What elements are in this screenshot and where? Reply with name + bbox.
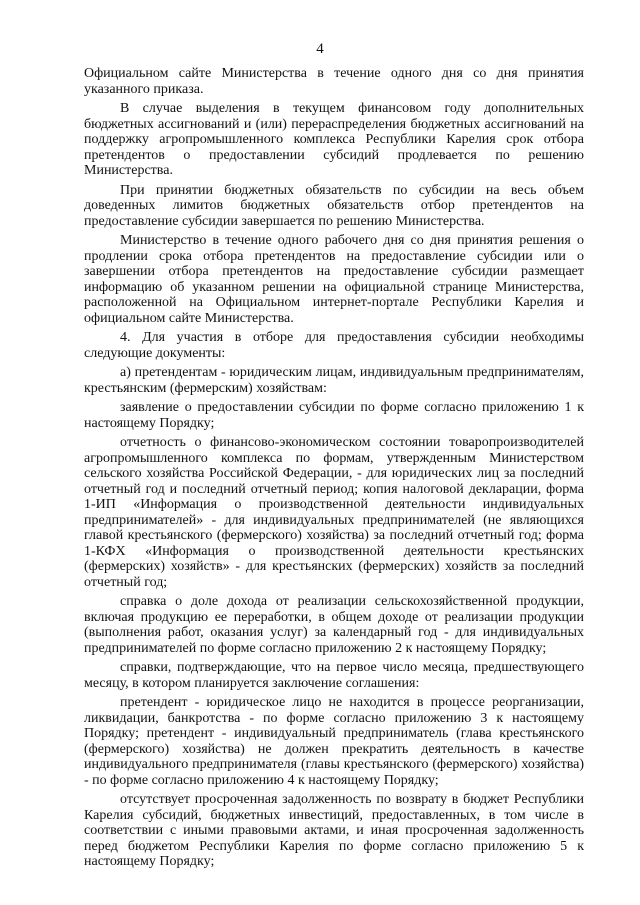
paragraph: отчетность о финансово-экономическом состоянии товаропроизводителей агропромышленного комплекса по формам, утвержденным Министерством сельского хозяйства Российской Федерации, - для юридических лиц за последний отчетный год и последний отчетный период; копия налоговой декларации, форма 1-ИП «Информация о производственной деятельности индивидуальных предпринимателей» - для индивидуальных предпринимателей (не являющихся главой крестьянского (фермерского) хозяйства) за последний отчетный год; форма 1-КФХ «Информация о производственной деятельности крестьянских (фермерских) хозяйств» - для крестьянских (фермерских) хозяйств за последний отчетный год;	[84, 435, 584, 590]
paragraph: В случае выделения в текущем финансовом году дополнительных бюджетных ассигнований и (или) перераспределения бюджетных ассигнований на поддержку агропромышленного комплекса Республики Карелия срок отбора претендентов о предоставлении субсидий продлевается по решению Министерства.	[84, 101, 584, 178]
paragraph: Официальном сайте Министерства в течение одного дня со дня принятия указанного приказа.	[84, 66, 584, 97]
page-number: 4	[316, 41, 324, 57]
paragraph: заявление о предоставлении субсидии по форме согласно приложению 1 к настоящему Порядку;	[84, 400, 584, 431]
paragraph: отсутствует просроченная задолженность по возврату в бюджет Республики Карелия субсидий, бюджетных инвестиций, предоставленных, в том числе в соответствии с иными правовыми актами, и иная просроченная задолженность перед бюджетом Республики Карелия по форме согласно приложению 5 к настоящему Порядку;	[84, 792, 584, 869]
document-body	[84, 66, 584, 874]
paragraph: претендент - юридическое лицо не находится в процессе реорганизации, ликвидации, банкротства - по форме согласно приложению 3 к настоящему Порядку; претендент - индивидуальный предприниматель (глава крестьянского (фермерского) хозяйства) не должен прекратить деятельность в качестве индивидуального предпринимателя (главы крестьянского (фермерского) хозяйства) - по форме согласно приложению 4 к настоящему Порядку;	[84, 695, 584, 788]
paragraph: справка о доле дохода от реализации сельскохозяйственной продукции, включая продукцию ее переработки, в общем доходе от реализации продукции (выполнения работ, оказания услуг) за календарный год - для индивидуальных предпринимателей по форме согласно приложению 2 к настоящему Порядку;	[84, 594, 584, 656]
paragraph: При принятии бюджетных обязательств по субсидии на весь объем доведенных лимитов бюджетных обязательств отбор претендентов на предоставление субсидии завершается по решению Министерства.	[84, 182, 584, 229]
paragraph: Министерство в течение одного рабочего дня со дня принятия решения о продлении срока отбора претендентов на предоставление субсидии или о завершении отбора претендентов на предоставление субсидии размещает информацию об указанном решении на официальной странице Министерства, расположенной на Официальном интернет-портале Республики Карелия и официальном сайте Министерства.	[84, 233, 584, 326]
paragraph: а) претендентам - юридическим лицам, индивидуальным предпринимателям, крестьянским (фермерским) хозяйствам:	[84, 365, 584, 396]
paragraph: справки, подтверждающие, что на первое число месяца, предшествующего месяцу, в котором планируется заключение соглашения:	[84, 660, 584, 691]
paragraph: 4. Для участия в отборе для предоставления субсидии необходимы следующие документы:	[84, 330, 584, 361]
